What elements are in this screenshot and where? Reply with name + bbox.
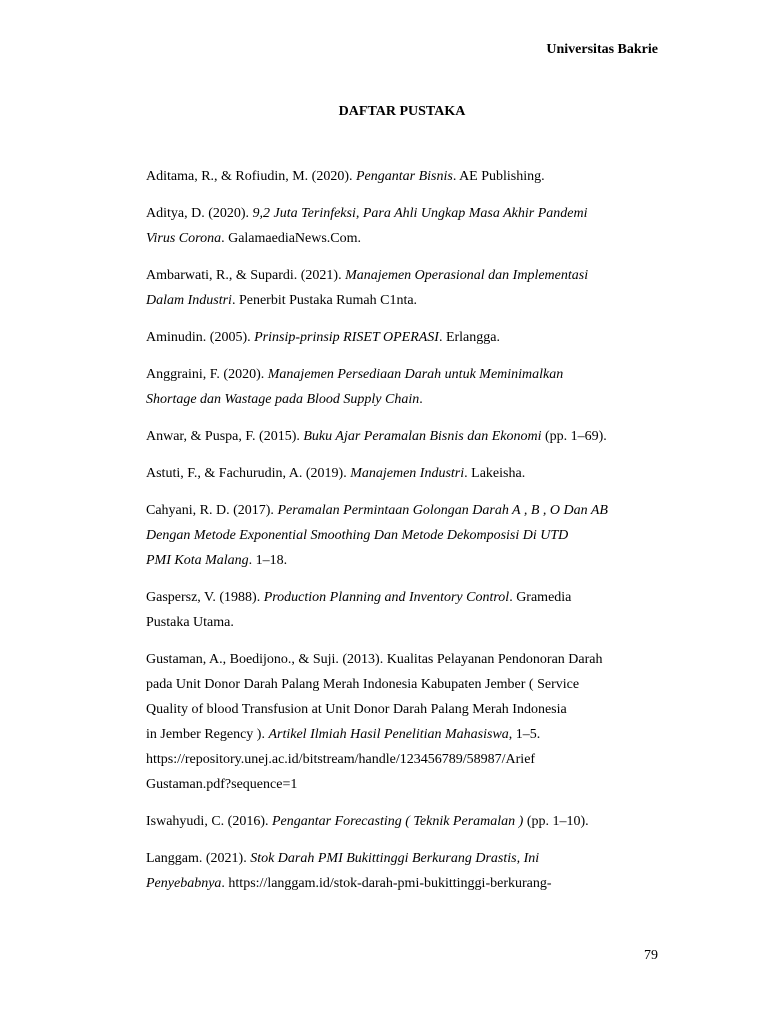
- reference-title: Manajemen Operasional dan Implementasi: [345, 268, 589, 283]
- reference-title: Buku Ajar Peramalan Bisnis dan Ekonomi: [303, 429, 542, 444]
- reference-line: [146, 871, 662, 896]
- reference-title: Virus Corona: [146, 231, 222, 246]
- reference-text: Cahyani, R. D. (2017).: [146, 503, 278, 518]
- reference-line: [146, 263, 662, 288]
- page-title: DAFTAR PUSTAKA: [338, 104, 466, 119]
- reference-line: [146, 461, 662, 486]
- reference-line: [146, 697, 662, 722]
- reference-text: Ambarwati, R., & Supardi. (2021).: [146, 268, 346, 283]
- reference-text: .: [419, 392, 423, 407]
- reference-text: Iswahyudi, C. (2016).: [146, 814, 272, 829]
- reference-line: [146, 498, 662, 523]
- reference-line: [146, 548, 662, 573]
- reference-line: [146, 722, 662, 747]
- reference-text: . Erlangga.: [438, 330, 500, 345]
- reference-title: Artikel Ilmiah Hasil Penelitian Mahasiswa: [268, 727, 509, 742]
- reference-text: (pp. 1–69).: [541, 429, 607, 444]
- reference-line: [146, 325, 662, 350]
- reference-title: Prinsip-prinsip RISET OPERASI: [254, 330, 439, 345]
- reference-text: Anggraini, F. (2020).: [146, 367, 268, 382]
- reference-entry: [146, 362, 662, 412]
- reference-text: Gustaman, A., Boedijono., & Suji. (2013). Kualitas Pelayanan Pendonoran Darah: [146, 652, 603, 667]
- reference-text: Gaspersz, V. (1988).: [146, 590, 264, 605]
- reference-line: [146, 523, 662, 548]
- reference-line: [146, 585, 662, 610]
- reference-line: [146, 747, 662, 772]
- reference-entry: [146, 498, 662, 573]
- reference-text: Gustaman.pdf?sequence=1: [146, 777, 298, 792]
- reference-title: 9,2 Juta Terinfeksi, Para Ahli Ungkap Masa Akhir Pandemi: [252, 206, 588, 221]
- reference-entry: [146, 424, 662, 449]
- page-number: 79: [644, 948, 658, 963]
- reference-line: [146, 672, 662, 697]
- reference-entry: [146, 263, 662, 313]
- reference-list: [146, 164, 662, 908]
- reference-title: Stok Darah PMI Bukittinggi Berkurang Drastis, Ini: [250, 851, 540, 866]
- reference-line: [146, 164, 662, 189]
- reference-text: in Jember Regency ).: [146, 727, 269, 742]
- reference-title: Penyebabnya: [146, 876, 222, 891]
- reference-entry: [146, 325, 662, 350]
- reference-text: (pp. 1–10).: [523, 814, 589, 829]
- reference-entry: [146, 647, 662, 797]
- reference-line: [146, 362, 662, 387]
- reference-text: . Gramedia: [509, 590, 572, 605]
- reference-text: . Lakeisha.: [464, 466, 526, 481]
- reference-entry: [146, 164, 662, 189]
- reference-title: Dalam Industri: [146, 293, 232, 308]
- reference-text: . 1–18.: [248, 553, 288, 568]
- reference-text: Anwar, & Puspa, F. (2015).: [146, 429, 304, 444]
- reference-line: [146, 846, 662, 871]
- reference-entry: [146, 585, 662, 635]
- reference-line: [146, 387, 662, 412]
- reference-text: . https://langgam.id/stok-darah-pmi-bukittinggi-berkurang-: [221, 876, 552, 891]
- reference-text: Aditya, D. (2020).: [146, 206, 253, 221]
- reference-title: Production Planning and Inventory Control: [263, 590, 510, 605]
- reference-entry: [146, 809, 662, 834]
- reference-entry: [146, 201, 662, 251]
- reference-line: [146, 772, 662, 797]
- reference-text: Astuti, F., & Fachurudin, A. (2019).: [146, 466, 351, 481]
- reference-text: pada Unit Donor Darah Palang Merah Indonesia Kabupaten Jember ( Service: [146, 677, 580, 692]
- reference-title: PMI Kota Malang: [146, 553, 249, 568]
- reference-entry: [146, 846, 662, 896]
- reference-title: Pengantar Forecasting ( Teknik Peramalan ): [272, 814, 524, 829]
- reference-title: Peramalan Permintaan Golongan Darah A , B , O Dan AB: [277, 503, 608, 518]
- reference-title: Manajemen Persediaan Darah untuk Meminimalkan: [267, 367, 564, 382]
- reference-title: Dengan Metode Exponential Smoothing Dan Metode Dekomposisi Di UTD: [146, 528, 569, 543]
- reference-text: . Penerbit Pustaka Rumah C1nta.: [231, 293, 418, 308]
- reference-title: Manajemen Industri: [350, 466, 465, 481]
- reference-title: Pengantar Bisnis: [356, 169, 453, 184]
- reference-line: [146, 201, 662, 226]
- reference-text: . AE Publishing.: [452, 169, 545, 184]
- reference-text: Aditama, R., & Rofiudin, M. (2020).: [146, 169, 356, 184]
- reference-text: Langgam. (2021).: [146, 851, 251, 866]
- reference-line: [146, 610, 662, 635]
- reference-line: [146, 424, 662, 449]
- reference-line: [146, 647, 662, 672]
- reference-entry: [146, 461, 662, 486]
- reference-text: Pustaka Utama.: [146, 615, 234, 630]
- reference-text: Aminudin. (2005).: [146, 330, 255, 345]
- reference-line: [146, 226, 662, 251]
- reference-text: https://repository.unej.ac.id/bitstream/handle/123456789/58987/Arief: [146, 752, 536, 767]
- reference-text: . GalamaediaNews.Com.: [221, 231, 362, 246]
- reference-text: Quality of blood Transfusion at Unit Donor Darah Palang Merah Indonesia: [146, 702, 567, 717]
- reference-text: , 1–5.: [508, 727, 541, 742]
- reference-title: Shortage dan Wastage pada Blood Supply Chain: [146, 392, 420, 407]
- reference-line: [146, 288, 662, 313]
- running-header: Universitas Bakrie: [546, 42, 658, 57]
- reference-line: [146, 809, 662, 834]
